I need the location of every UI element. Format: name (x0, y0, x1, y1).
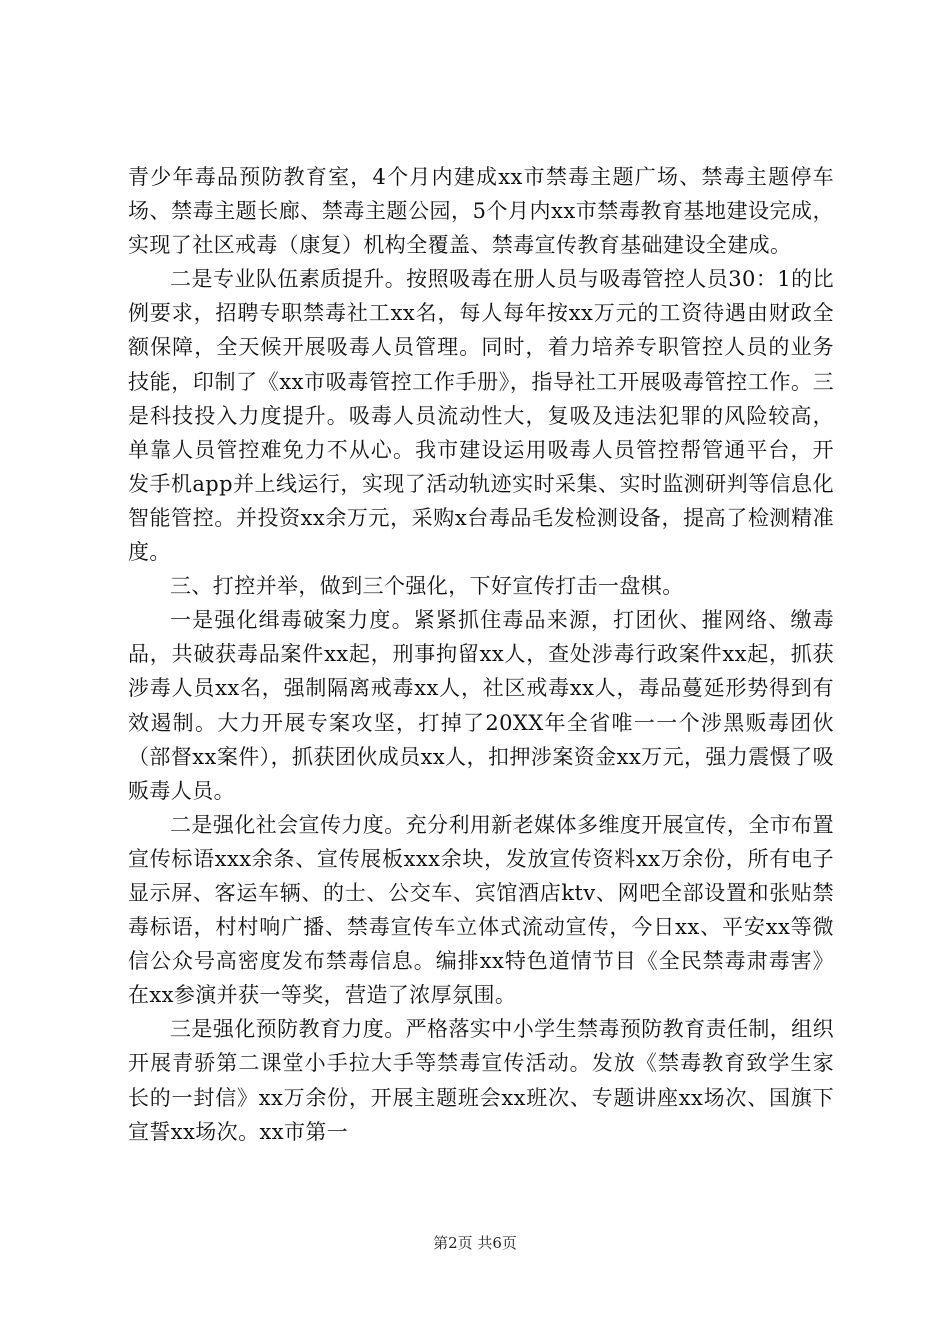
paragraph: 青少年毒品预防教育室，4个月内建成xx市禁毒主题广场、禁毒主题停车场、禁毒主题长廊、禁毒主题公园，5个月内xx市禁毒教育基地建设完成，实现了社区戒毒（康复）机构全覆盖、禁毒宣传教育基础建设全建成。 (128, 165, 834, 258)
document-body (128, 160, 834, 1149)
paragraph: 二是强化社会宣传力度。充分利用新老媒体多维度开展宣传，全市布置宣传标语xxx余条、宣传展板xxx余块，发放宣传资料xx万余份，所有电子显示屏、客运车辆、的士、公交车、宾馆酒店ktv、网吧全部设置和张贴禁毒标语，村村响广播、禁毒宣传车立体式流动宣传，今日xx、平安xx等微信公众号高密度发布禁毒信息。编排xx特色道情节目《全民禁毒肃毒害》在xx参演并获一等奖，营造了浓厚氛围。 (128, 812, 834, 1008)
section-heading: 三、打控并举，做到三个强化，下好宣传打击一盘棋。 (170, 574, 684, 599)
paragraph: 二是专业队伍素质提升。按照吸毒在册人员与吸毒管控人员30：1的比例要求，招聘专职禁毒社工xx名，每人每年按xx万元的工资待遇由财政全额保障，全天候开展吸毒人员管理。同时，着力培养专职管控人员的业务技能，印制了《xx市吸毒管控工作手册》，指导社工开展吸毒管控工作。三是科技投入力度提升。吸毒人员流动性大，复吸及违法犯罪的风险较高，单靠人员管控难免力不从心。我市建设运用吸毒人员管控帮管通平台，开发手机app并上线运行，实现了活动轨迹实时采集、实时监测研判等信息化智能管控。并投资xx余万元，采购x台毒品毛发检测设备，提高了检测精准度。 (128, 267, 834, 565)
paragraph: 一是强化缉毒破案力度。紧紧抓住毒品来源，打团伙、摧网络、缴毒品，共破获毒品案件xx起，刑事拘留xx人，查处涉毒行政案件xx起，抓获涉毒人员xx名，强制隔离戒毒xx人，社区戒毒xx人，毒品蔓延形势得到有效遏制。大力开展专案攻坚，打掉了20XX年全省唯一一个涉黑贩毒团伙（部督xx案件），抓获团伙成员xx人，扣押涉案资金xx万元，强力震慑了吸贩毒人员。 (128, 608, 834, 803)
page-number: 第2页 共6页 (433, 1234, 517, 1252)
paragraph: 三是强化预防教育力度。严格落实中小学生禁毒预防教育责任制，组织开展青骄第二课堂小手拉大手等禁毒宣传活动。发放《禁毒教育致学生家长的一封信》xx万余份，开展主题班会xx班次、专题讲座xx场次、国旗下宣誓xx场次。xx市第一 (128, 1017, 834, 1144)
